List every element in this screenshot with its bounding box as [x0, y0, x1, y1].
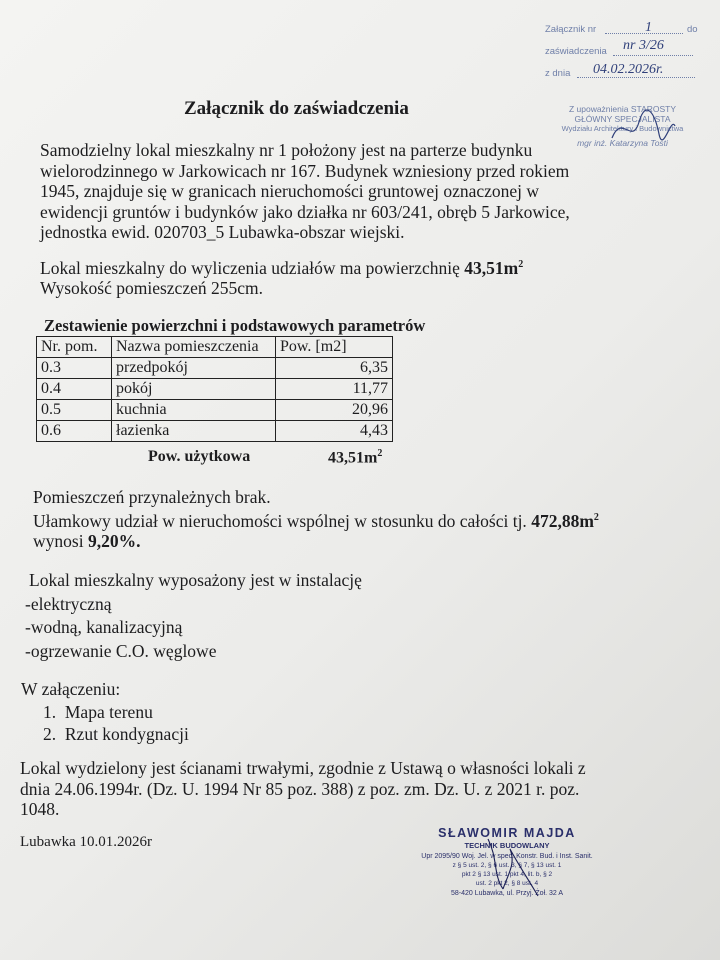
- table-header-cell: Nazwa pomieszczenia: [112, 337, 276, 358]
- official-stamp-top: [545, 20, 710, 91]
- equipment-item: -wodną, kanalizacyjną: [25, 617, 183, 637]
- room-name: pokój: [112, 379, 276, 400]
- share-result-value: 9,20%.: [87, 530, 141, 551]
- final-paragraph: [20, 758, 586, 820]
- stamp-legal-basis: pkt 2 § 13 ust. 1 pkt 4, lit. b, § 2: [461, 871, 553, 878]
- place-date: Lubawka 10.01.2026r: [20, 834, 153, 850]
- room-name: łazienka: [112, 421, 276, 442]
- stamp-legal-basis: z § 5 ust. 2, § 6 ust. 3, § 7, § 13 ust. 1: [452, 862, 562, 869]
- stamp-holder-name: SŁAWOMIR MAJDA: [438, 826, 576, 840]
- equipment-section: [25, 569, 362, 663]
- stamp-authority: Z upoważnienia STAROSTY: [568, 104, 677, 114]
- table-row: [37, 421, 393, 442]
- stamp-address: 58-420 Lubawka, ul. Przyj. Żoł. 32 A: [450, 890, 564, 897]
- handwritten-date: 04.02.2026r.: [593, 62, 664, 77]
- area-value: 43,51m: [464, 257, 519, 278]
- intro-line: jednostka ewid. 020703_5 Lubawka-obszar wiejski.: [40, 222, 405, 242]
- share-superscript: 2: [593, 511, 599, 523]
- total-label: Pow. użytkowa: [148, 448, 251, 465]
- share-result-label: wynosi: [33, 530, 84, 551]
- room-area: 20,96: [276, 400, 393, 421]
- stamp-position: GŁÓWNY SPECJALISTA: [574, 114, 671, 124]
- attachment-number: 1.: [43, 701, 57, 722]
- table-header-cell: Nr. pom.: [37, 337, 112, 358]
- total-superscript: 2: [377, 448, 383, 459]
- room-name: przedpokój: [112, 358, 276, 379]
- room-area: 4,43: [276, 421, 393, 442]
- room-number: 0.5: [37, 400, 112, 421]
- stamp-label-attachment: Załącznik nr: [545, 24, 597, 35]
- room-number: 0.4: [37, 379, 112, 400]
- rooms-table: [36, 336, 393, 442]
- room-number: 0.6: [37, 421, 112, 442]
- final-line: Lokal wydzielony jest ścianami trwałymi, zgodnie z Ustawą o własności lokali z: [20, 758, 586, 778]
- area-text: Lokal mieszkalny do wyliczenia udziałów ma powierzchnię: [40, 257, 460, 278]
- equipment-item: -elektryczną: [25, 593, 112, 614]
- stamp-official-name: mgr inż. Katarzyna Tosti: [577, 138, 668, 148]
- table-row: [37, 400, 393, 421]
- handwritten-attachment-number: 1: [645, 20, 652, 35]
- attachments-label: W załączeniu:: [21, 679, 121, 699]
- room-number: 0.3: [37, 358, 112, 379]
- room-area: 11,77: [276, 379, 393, 400]
- intro-line: Samodzielny lokal mieszkalny nr 1 położony jest na parterze budynku: [40, 140, 533, 160]
- document-title: Załącznik do zaświadczenia: [184, 98, 409, 119]
- total-value: 43,51m: [328, 449, 378, 467]
- stamp-license: Upr 2095/90 Woj. Jel. w spec. Konstr. Bud. i Inst. Sanit.: [421, 853, 593, 860]
- room-area: 6,35: [276, 358, 393, 379]
- share-section: [33, 487, 599, 551]
- intro-line: ewidencji gruntów i budynków jako działka nr 603/241, obręb 5 Jarkowice,: [40, 201, 570, 222]
- equipment-intro: Lokal mieszkalny wyposażony jest w instalację: [29, 570, 362, 590]
- signature-scribble-icon: [607, 108, 677, 148]
- attachment-number: 2.: [43, 724, 57, 744]
- final-line: 1048.: [20, 799, 60, 819]
- stamp-label-date: z dnia: [545, 68, 571, 79]
- table-header-row: [37, 337, 393, 358]
- table-title: Zestawienie powierzchni i podstawowych parametrów: [44, 316, 426, 335]
- final-line: dnia 24.06.1994r. (Dz. U. 1994 Nr 85 poz. 388) z poz. zm. Dz. U. z 2021 r. poz.: [20, 778, 580, 799]
- attachment-item: Mapa terenu: [64, 701, 153, 722]
- table-row: [37, 358, 393, 379]
- appurtenant-text: Pomieszczeń przynależnych brak.: [33, 487, 271, 507]
- stamp-holder-title: TECHNIK BUDOWLANY: [464, 841, 550, 850]
- table-row: [37, 379, 393, 400]
- professional-stamp: [398, 826, 616, 897]
- share-total: 472,88m: [531, 510, 594, 531]
- area-superscript: 2: [518, 259, 524, 270]
- stamp-label-do: do: [687, 24, 698, 35]
- stamp-legal-basis: ust. 2 pkt 2, § 8 ust. 4: [475, 880, 539, 887]
- room-name: kuchnia: [112, 400, 276, 421]
- equipment-item: -ogrzewanie C.O. węglowe: [25, 640, 217, 661]
- intro-line: 1945, znajduje się w granicach nieruchomości gruntowej oznaczonej w: [40, 181, 540, 201]
- stamp-department: Wydziału Architektury i Budownictwa: [561, 124, 684, 133]
- total-value-wrap: [328, 448, 382, 467]
- intro-paragraph: [40, 140, 570, 243]
- intro-line: wielorodzinnego w Jarkowicach nr 167. Budynek wzniesiony przed rokiem: [40, 160, 570, 181]
- share-text: Ułamkowy udział w nieruchomości wspólnej w stosunku do całości tj.: [33, 510, 527, 531]
- height-text: Wysokość pomieszczeń 255cm.: [40, 278, 263, 299]
- handwritten-certificate-number: nr 3/26: [623, 38, 664, 53]
- area-section: [40, 255, 523, 299]
- signature-scribble-icon: [458, 834, 548, 904]
- attachment-item: Rzut kondygnacji: [64, 724, 189, 744]
- table-header-cell: Pow. [m2]: [276, 337, 393, 358]
- attachments-section: [21, 678, 189, 746]
- stamp-label-certificate: zaświadczenia: [545, 46, 607, 57]
